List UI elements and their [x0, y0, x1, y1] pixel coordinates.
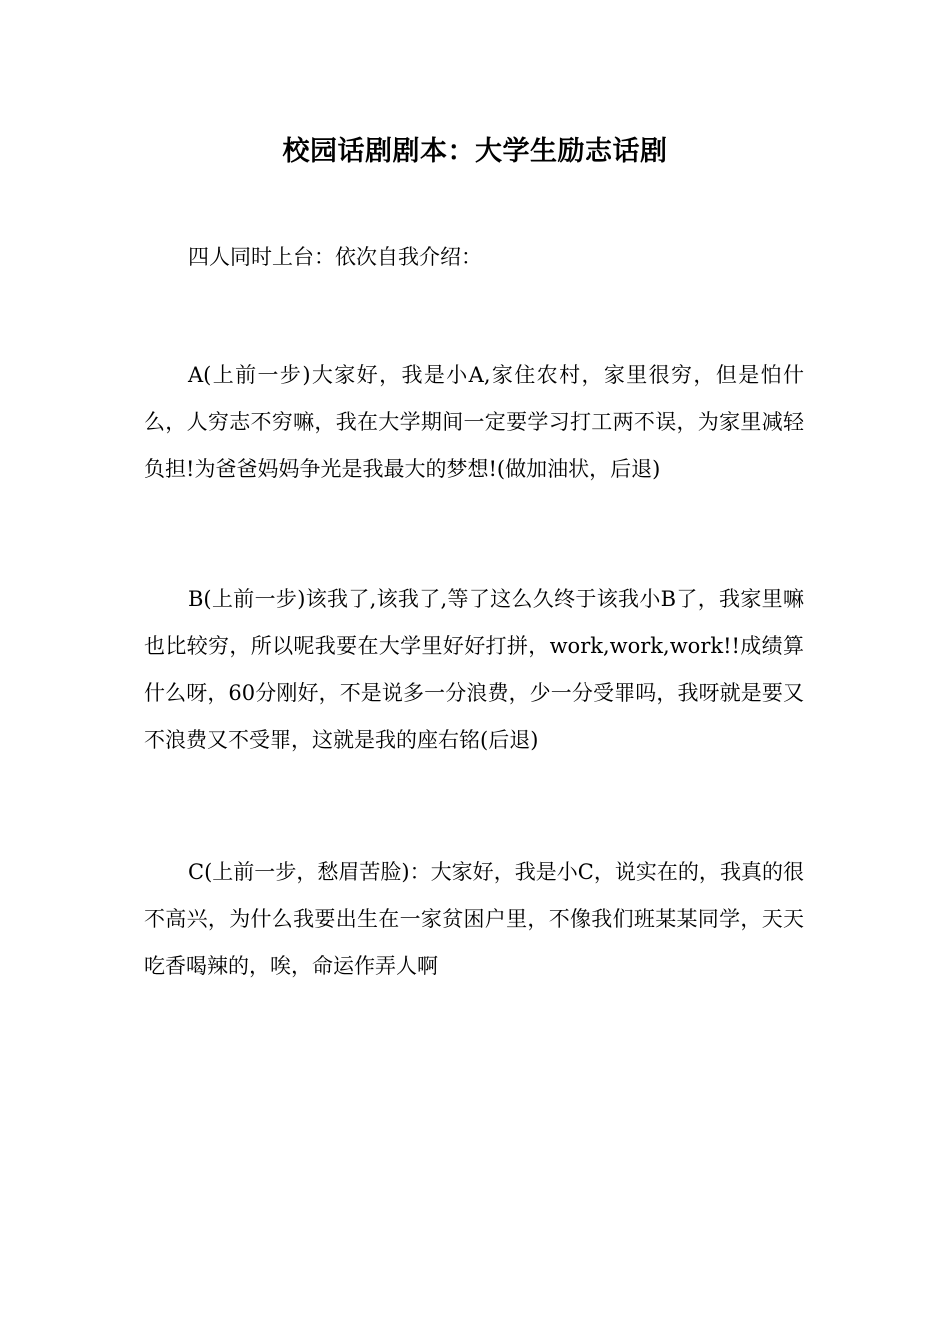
paragraph-character-a: A(上前一步)大家好，我是小A,家住农村，家里很穷，但是怕什么，人穷志不穷嘛，我在大学期间一定要学习打工两不误，为家里减轻负担!为爸爸妈妈争光是我最大的梦想!(做加油状，后退) [144, 363, 804, 481]
paragraph-intro: 四人同时上台：依次自我介绍： [188, 245, 482, 269]
paragraph-character-b: B(上前一步)该我了,该我了,等了这么久终于该我小B了，我家里嘛也比较穷，所以呢我要在大学里好好打拼，work,work,work!!成绩算什么呀，60分刚好，不是说多一分浪费，少一分受罪吗，我呀就是要又不浪费又不受罪，这就是我的座右铭(后退) [144, 587, 804, 752]
document-title: 校园话剧剧本：大学生励志话剧 [282, 136, 668, 167]
paragraph-character-c: C(上前一步，愁眉苦脸)：大家好，我是小C，说实在的，我真的很不高兴，为什么我要出生在一家贫困户里，不像我们班某某同学，天天吃香喝辣的，唉，命运作弄人啊 [144, 860, 804, 978]
